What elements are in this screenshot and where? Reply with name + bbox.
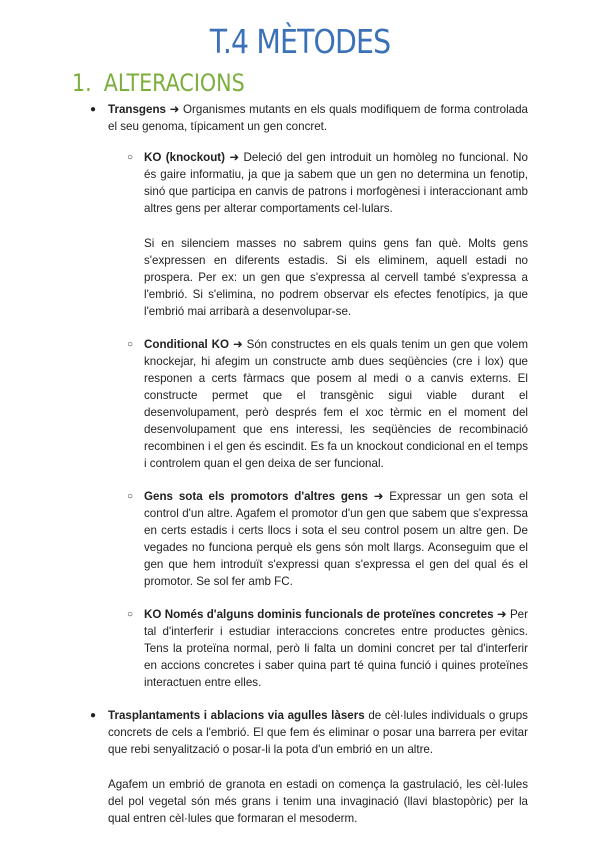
arrow-icon: ➜ <box>229 151 240 164</box>
hollow-bullet-icon: ○ <box>126 491 134 502</box>
text-trasplantaments: de cèl·lules individuals o grups concrets de cels a l'embrió. El que fem és eliminar o posar una barrera per evitar que rebi senyalització o posar-li la pota d'un embrió en un altre. <box>108 709 528 756</box>
paragraph <box>108 101 528 135</box>
document-body <box>0 101 600 827</box>
section-number: 1. <box>72 69 92 97</box>
text-dominis: Per tal d'interferir i estudiar interaccions concretes entre productes gènics. Tens la proteïna normal, però li falta un domini concret per tal d'interferir en accions concretes i saber quina part té quina funció i quines proteïnes interactuen entre elles. <box>144 608 528 689</box>
document-title: T.4 MÈTODES <box>209 22 391 61</box>
list-item-transgens <box>89 101 528 135</box>
paragraph <box>144 488 528 590</box>
paragraph <box>108 707 528 758</box>
term-trasplantaments: Trasplantaments i ablacions via agulles làsers <box>108 709 365 722</box>
list-item-dominis <box>126 606 528 691</box>
arrow-icon: ➜ <box>232 338 243 351</box>
section-title: ALTERACIONS <box>103 69 245 97</box>
text-promotors: Expressar un gen sota el control d'un altre. Agafem el promotor d'un gen que sabem que s'expressa en certs estadis i certs llocs i sota el seu control posem un altre gen. De vegades no funciona perquè els gens són molt llargs. Aconseguim que el gen que hem introduït s'expressi quan s'expressa el gen del qual és el promotor. Se sol fer amb FC. <box>144 490 528 588</box>
term-promotors: Gens sota els promotors d'altres gens <box>144 490 368 503</box>
paragraph-trasplantaments-2: Agafem un embrió de granota en estadi on comença la gastrulació, les cèl·lules del pol vegetal són més grans i tenim una invaginació (llavi blastopòric) per la qual entren cèl·lules que formaran el mesoderm. <box>108 778 528 825</box>
arrow-icon: ➜ <box>373 490 384 503</box>
text-ko: Deleció del gen introduit un homòleg no funcional. No és gaire informatiu, ja que ja sabem que un gen no determina un fenotip, sinó que participa en canvis de patrons i morfogènesi i interaccionant amb altres gens per alterar comportaments cel·lulars. <box>144 151 528 215</box>
term-ko: KO (knockout) <box>144 151 226 164</box>
list-item-trasplantaments <box>89 707 528 827</box>
paragraph <box>144 606 528 691</box>
list-item-promotors <box>126 488 528 590</box>
arrow-icon: ➜ <box>496 608 507 621</box>
hollow-bullet-icon: ○ <box>126 152 134 163</box>
term-dominis: KO Només d'alguns dominis funcionals de proteïnes concretes <box>144 608 494 621</box>
term-conditional-ko: Conditional KO <box>144 338 230 351</box>
arrow-icon: ➜ <box>169 103 180 116</box>
paragraph <box>144 149 528 217</box>
filled-bullet-icon: ● <box>89 710 97 721</box>
text-conditional-ko: Són constructes en els quals tenim un gen que volem knockejar, hi afegim un constructe amb dues seqüències (cre i lox) que responen a certs fàrmacs que posem al medi o a canvis externs. El constructe permet que el transgènic sigui viable durant el desenvolupament, però després fem el xoc tèrmic en el moment del desenvolupament que ens interessi, les seqüències de recombinació recombinen i el gen és escindit. Es fa un knockout condicional en el temps i controlem quan el gen deixa de ser funcional. <box>144 338 528 470</box>
term-transgens: Transgens <box>108 103 166 116</box>
hollow-bullet-icon: ○ <box>126 609 134 620</box>
section-heading <box>72 69 245 97</box>
list-item-conditional-ko <box>126 336 528 472</box>
text-transgens: Organismes mutants en els quals modifiquem de forma controlada el seu genoma, típicament un gen concret. <box>108 103 528 133</box>
paragraph-ko-2: Si en silenciem masses no sabrem quins gens fan què. Molts gens s'expressen en diferents estadis. Si els eliminem, aquell estadi no prospera. Per ex: un gen que s'expressa al cervell també s'expressa a l'embrió. Si s'elimina, no podrem observar els efectes fenotípics, ja que l'embrió mai arribarà a desenvolupar-se. <box>144 237 528 318</box>
list-item-ko <box>126 149 528 320</box>
filled-bullet-icon: ● <box>89 104 97 115</box>
hollow-bullet-icon: ○ <box>126 339 134 350</box>
paragraph <box>144 336 528 472</box>
